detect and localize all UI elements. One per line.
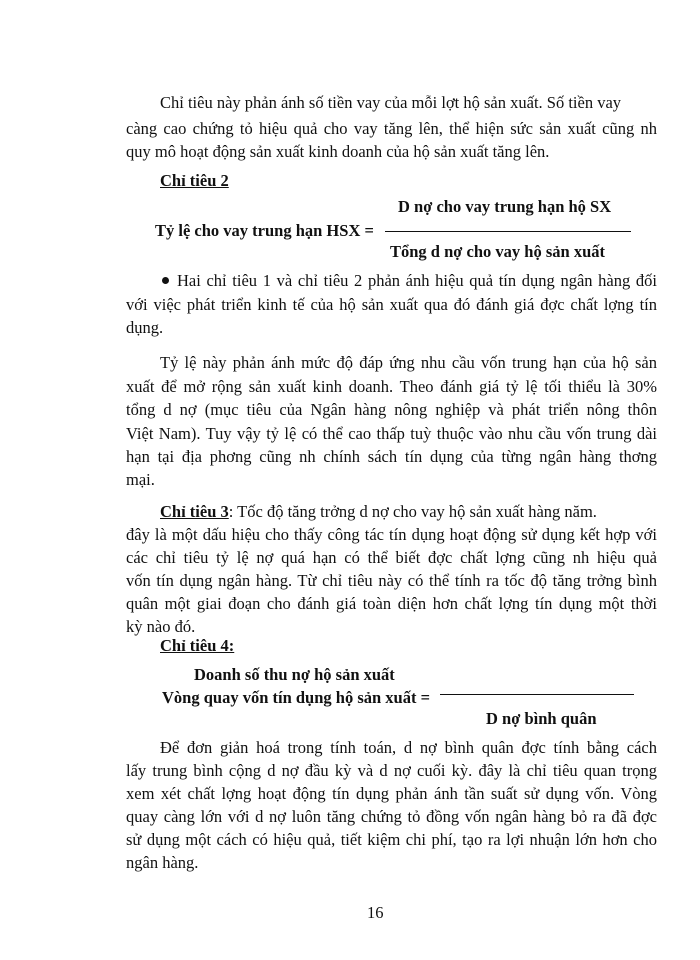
para3-line-3: xem xét chất lợng hoạt động tín dụng phản ánh tần suất sử dụng vốn. Vòng bbox=[126, 784, 657, 803]
para3-line-5: sử dụng một cách có hiệu quả, tiết kiệm chi phí, tạo ra lợi nhuận lớn hơn cho bbox=[126, 830, 657, 849]
bullet-line-1: Hai chỉ tiêu 1 và chỉ tiêu 2 phản ánh hiệu quả tín dụng ngân hàng đối bbox=[177, 271, 657, 290]
bullet-line-3: dụng. bbox=[126, 318, 164, 337]
para1-line-1: Chỉ tiêu này phản ánh số tiền vay của mỗi lợt hộ sản xuất. Số tiền vay bbox=[160, 93, 622, 112]
ct3-heading: Chỉ tiêu 3 bbox=[160, 502, 229, 521]
ct4-denominator: D nợ bình quân bbox=[486, 709, 597, 728]
ct3-line-1 bbox=[160, 501, 657, 523]
ct4-heading: Chỉ tiêu 4: bbox=[160, 636, 235, 655]
ct3-line-6: kỳ nào đó. bbox=[126, 617, 196, 636]
ct4-fraction-bar bbox=[440, 694, 634, 695]
ct2-fraction-bar bbox=[385, 231, 631, 232]
para3-line-4: quay càng lớn với d nợ luôn tăng chứng tỏ đồng vốn ngân hàng bỏ ra đã đợc bbox=[126, 807, 657, 826]
ct3-line-2: đây là một dấu hiệu cho thấy công tác tín dụng hoạt động sử dụng kết hợp với bbox=[126, 525, 657, 544]
para2-line-1: Tỷ lệ này phản ánh mức độ đáp ứng nhu cầu vốn trung hạn của hộ sản bbox=[160, 353, 657, 372]
para2-line-6: mại. bbox=[126, 470, 155, 489]
page-number: 16 bbox=[367, 903, 384, 922]
para3-line-2: lấy trung bình cộng d nợ đầu kỳ và d nợ cuối kỳ. đây là chỉ tiêu quan trọng bbox=[126, 761, 657, 780]
ct2-heading: Chỉ tiêu 2 bbox=[160, 171, 229, 190]
para3-line-6: ngân hàng. bbox=[126, 853, 199, 872]
bullet-dot bbox=[162, 277, 169, 284]
ct4-numerator: Doanh số thu nợ hộ sản xuất bbox=[194, 665, 395, 684]
ct4-label: Vòng quay vốn tín dụng hộ sản xuất = bbox=[162, 688, 431, 707]
ct2-numerator: D nợ cho vay trung hạn hộ SX bbox=[398, 197, 612, 216]
para3-line-1: Để đơn giản hoá trong tính toán, d nợ bình quân đợc tính bằng cách bbox=[160, 738, 657, 757]
ct2-denominator: Tổng d nợ cho vay hộ sản xuất bbox=[390, 242, 605, 261]
bullet-line-2: với việc phát triển kinh tế của hộ sản xuất qua đó đánh giá đợc chất lợng tín bbox=[126, 295, 657, 314]
ct3-line-1-text: : Tốc độ tăng trởng d nợ cho vay hộ sản xuất hàng năm. bbox=[228, 502, 597, 521]
para2-line-4: Việt Nam). Tuy vậy tỷ lệ có thể cao thấp tuỳ thuộc vào nhu cầu vốn trung dài bbox=[126, 424, 657, 443]
para1-line-3: quy mô hoạt động sản xuất kinh doanh của hộ sản xuất tăng lên. bbox=[126, 142, 550, 161]
ct3-line-4: vốn tín dụng ngân hàng. Từ chỉ tiêu này có thể tính ra tốc độ tăng trởng bình bbox=[126, 571, 657, 590]
para1-line-2: càng cao chứng tỏ hiệu quả cho vay tăng lên, thể hiện sức sản xuất cũng nh bbox=[126, 119, 657, 138]
ct3-line-5: quân một giai đoạn cho đánh giá toàn diện hơn chất lợng tín dụng một thời bbox=[126, 594, 657, 613]
para2-line-5: hạn tại địa phơng cũng nh chính sách tín dụng của từng ngân hàng thơng bbox=[126, 447, 657, 466]
ct2-label: Tỷ lệ cho vay trung hạn HSX = bbox=[155, 221, 374, 240]
para2-line-2: xuất để mở rộng sản xuất kinh doanh. Theo đánh giá tỷ lệ tối thiểu là 30% bbox=[126, 377, 657, 396]
ct3-line-3: các chỉ tiêu tỷ lệ nợ quá hạn có thể biết đợc chất lợng cũng nh hiệu quả bbox=[126, 548, 657, 567]
para2-line-3: tổng d nợ (mục tiêu của Ngân hàng nông nghiệp và phát triển nông thôn bbox=[126, 400, 657, 419]
